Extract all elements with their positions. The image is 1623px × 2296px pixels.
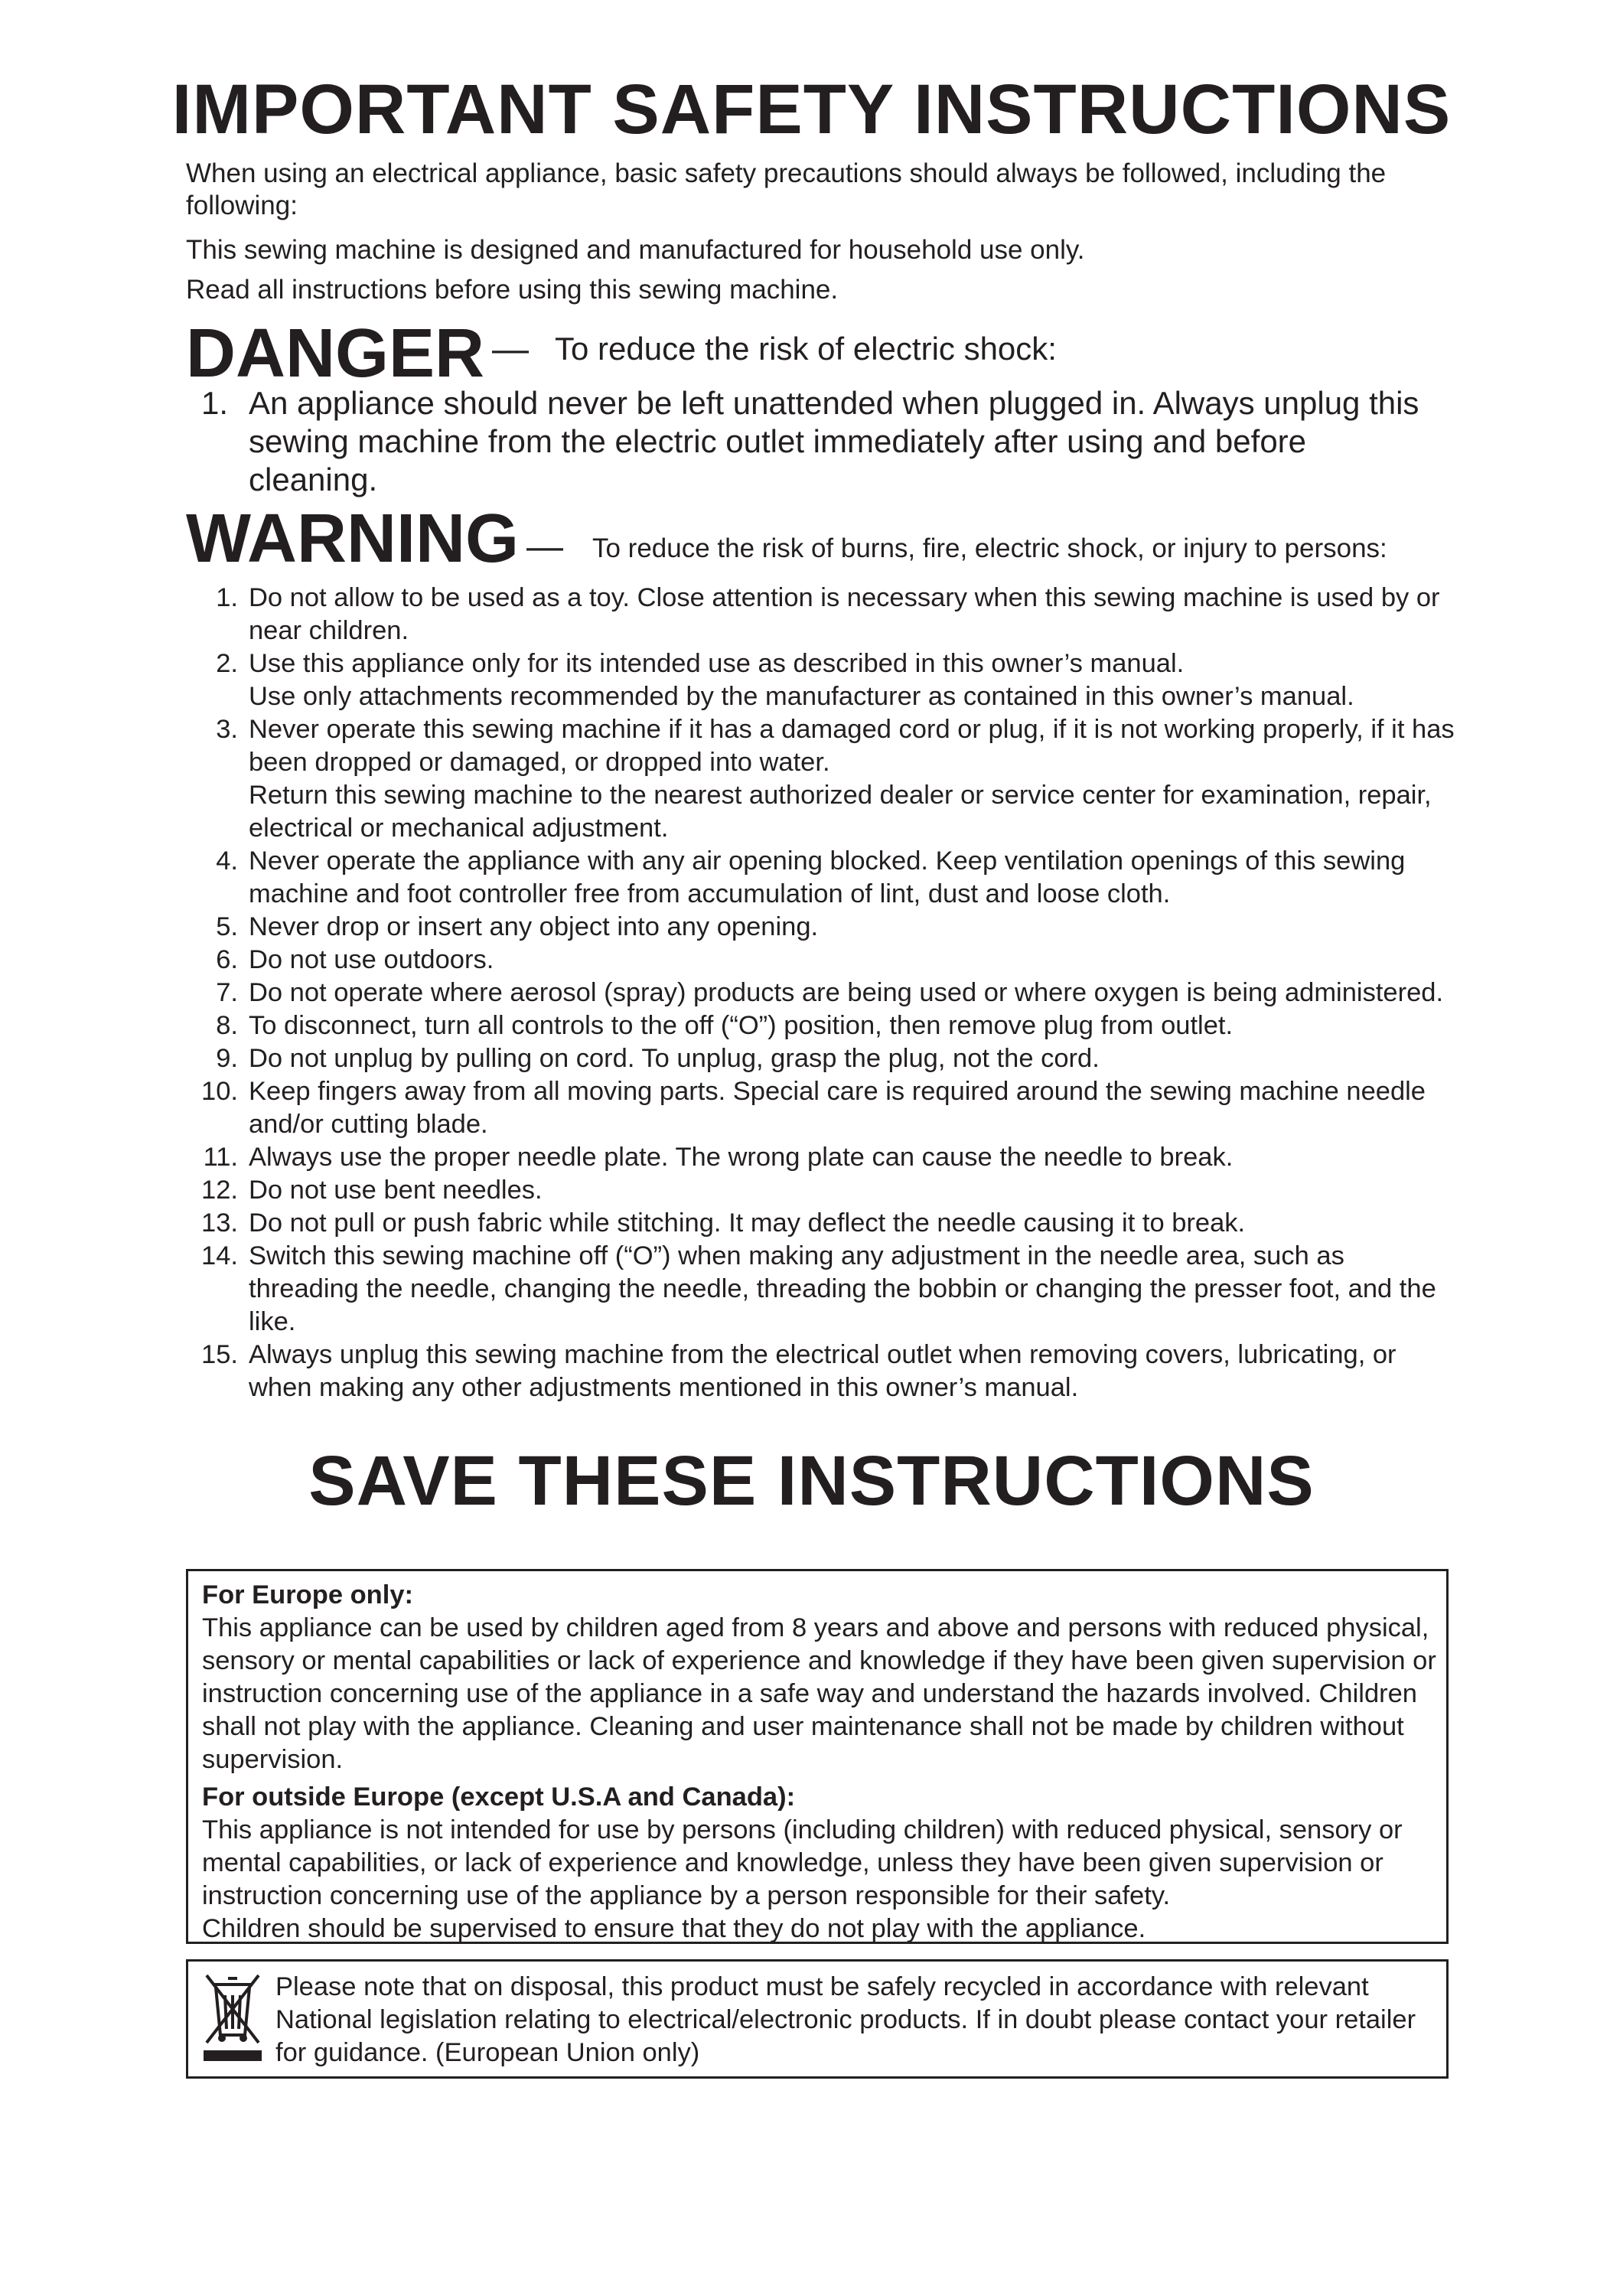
list-item — [186, 1339, 1456, 1404]
supervision-text: Children should be supervised to ensure that they do not play with the appliance. — [202, 1914, 1146, 1943]
item-text: Do not use outdoors. — [249, 945, 494, 974]
list-item — [186, 384, 1441, 499]
item-text: Do not unplug by pulling on cord. To unplug, grasp the plug, not the cord. — [249, 1044, 1100, 1073]
outside-europe-heading: For outside Europe (except U.S.A and Canada): — [202, 1782, 796, 1812]
intro-paragraph: When using an electrical appliance, basic safety precautions should always be followed, including the following: — [186, 158, 1387, 220]
danger-subtitle: To reduce the risk of electric shock: — [555, 331, 1057, 367]
outside-europe-text: This appliance is not intended for use by persons (including children) with reduced physical, sensory or mental capabilities, or lack of experience and knowledge, unless they have been given supervision or instruction concerning use of the appliance by a person responsible for their safety. — [202, 1815, 1403, 1910]
item-number: 15. — [201, 1340, 238, 1369]
item-number: 2. — [216, 649, 238, 678]
item-text: Always unplug this sewing machine from the electrical outlet when removing covers, lubricating, or when making any other adjustments mentioned in this owner’s manual. — [249, 1340, 1396, 1402]
item-text: Do not operate where aerosol (spray) products are being used or where oxygen is being administered. — [249, 978, 1444, 1007]
list-item — [186, 1174, 1456, 1207]
item-text: Never operate the appliance with any air opening blocked. Keep ventilation openings of this sewing machine and foot controller free from accumulation of lint, dust and loose cloth. — [249, 846, 1406, 908]
danger-dash: — — [492, 329, 530, 370]
list-item — [186, 911, 1456, 944]
list-item — [186, 713, 1456, 845]
item-number: 7. — [216, 978, 238, 1007]
warning-dash: — — [526, 527, 563, 567]
item-number: 8. — [216, 1011, 238, 1040]
item-number: 10. — [201, 1077, 238, 1106]
list-item — [186, 1042, 1456, 1075]
list-item — [186, 845, 1456, 911]
crossed-out-wheelie-bin-icon — [202, 1971, 263, 2066]
item-text: To disconnect, turn all controls to the off (“O”) position, then remove plug from outlet. — [249, 1011, 1234, 1040]
list-item — [186, 1075, 1456, 1141]
item-text — [249, 647, 1456, 713]
disposal-text: Please note that on disposal, this product must be safely recycled in accordance with relevant National legislation relating to electrical/electronic products. If in doubt please contact your retailer for guidance. (European Union only) — [275, 1972, 1416, 2067]
item-text: An appliance should never be left unattended when plugged in. Always unplug this sewing machine from the electric outlet immediately after using and before cleaning. — [249, 385, 1419, 497]
item-number: 1. — [216, 583, 238, 612]
warning-heading — [186, 502, 1387, 576]
item-number: 1. — [201, 385, 229, 421]
danger-word: DANGER — [186, 315, 485, 392]
list-item — [186, 647, 1456, 713]
item-number: 3. — [216, 715, 238, 744]
list-item — [186, 1009, 1456, 1042]
danger-list — [186, 384, 1441, 499]
danger-heading — [186, 317, 1057, 390]
item-text: Do not use bent needles. — [249, 1176, 543, 1205]
europe-text: This appliance can be used by children aged from 8 years and above and persons with reduced physical, sensory or mental capabilities or lack of experience and knowledge if they have been given supervision or instruction concerning use of the appliance in a safe way and understand the hazards involved. Children shall not play with the appliance. Cleaning and user maintenance shall not be made by children without supervision. — [202, 1613, 1436, 1774]
item-number: 5. — [216, 912, 238, 941]
item-number: 4. — [216, 846, 238, 876]
warning-subtitle: To reduce the risk of burns, fire, electric shock, or injury to persons: — [592, 533, 1387, 563]
list-item — [186, 944, 1456, 977]
disposal-notice-box — [186, 1959, 1449, 2079]
item-text: Always use the proper needle plate. The wrong plate can cause the needle to break. — [249, 1143, 1234, 1172]
item-text — [249, 713, 1456, 845]
intro-paragraph: Read all instructions before using this sewing machine. — [186, 275, 839, 305]
item-line: Use this appliance only for its intended use as described in this owner’s manual. — [249, 649, 1185, 678]
item-line: Return this sewing machine to the nearest authorized dealer or service center for examination, repair, electrical or mechanical adjustment. — [249, 781, 1432, 843]
list-item — [186, 977, 1456, 1009]
list-item — [186, 582, 1456, 647]
item-number: 6. — [216, 945, 238, 974]
item-text: Do not allow to be used as a toy. Close attention is necessary when this sewing machine is used by or near children. — [249, 583, 1440, 645]
item-text: Keep fingers away from all moving parts. Special care is required around the sewing machine needle and/or cutting blade. — [249, 1077, 1426, 1139]
europe-notice-box — [186, 1569, 1449, 1944]
list-item — [186, 1141, 1456, 1174]
item-number: 11. — [203, 1143, 238, 1172]
item-line: Use only attachments recommended by the manufacturer as contained in this owner’s manual. — [249, 682, 1354, 711]
page-title: IMPORTANT SAFETY INSTRUCTIONS — [171, 70, 1452, 148]
list-item — [186, 1207, 1456, 1240]
item-number: 12. — [201, 1176, 238, 1205]
item-text: Switch this sewing machine off (“O”) when making any adjustment in the needle area, such as threading the needle, changing the needle, threading the bobbin or changing the presser foot, and the like. — [249, 1241, 1436, 1336]
item-number: 9. — [216, 1044, 238, 1073]
item-number: 13. — [201, 1208, 238, 1238]
item-line: Never operate this sewing machine if it has a damaged cord or plug, if it is not working properly, if it has been dropped or damaged, or dropped into water. — [249, 715, 1455, 777]
save-instructions-title: SAVE THESE INSTRUCTIONS — [308, 1442, 1315, 1520]
intro-paragraph: This sewing machine is designed and manufactured for household use only. — [186, 235, 1085, 265]
list-item — [186, 1240, 1456, 1339]
item-text: Never drop or insert any object into any opening. — [249, 912, 819, 941]
warning-list — [186, 582, 1456, 1404]
item-number: 14. — [201, 1241, 238, 1270]
europe-heading: For Europe only: — [202, 1580, 413, 1609]
item-text: Do not pull or push fabric while stitching. It may deflect the needle causing it to break. — [249, 1208, 1246, 1238]
warning-word: WARNING — [186, 501, 519, 577]
